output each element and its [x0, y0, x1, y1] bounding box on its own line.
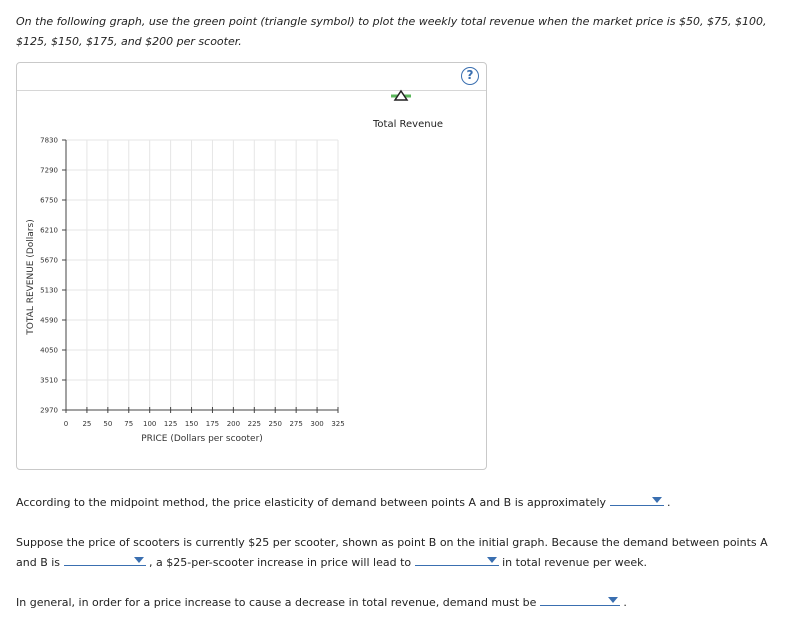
x-tick-label: 325 [331, 420, 345, 428]
y-tick-label: 7830 [40, 136, 58, 145]
y-axis-label: TOTAL REVENUE (Dollars) [26, 219, 36, 335]
chevron-down-icon [608, 597, 618, 603]
revenue-change-dropdown[interactable] [415, 553, 499, 566]
y-tick-label: 5130 [40, 286, 58, 295]
x-tick-label: 225 [247, 420, 261, 428]
y-tick-label: 7290 [40, 166, 58, 175]
x-tick-label: 250 [268, 420, 282, 428]
x-tick-label: 150 [184, 420, 199, 428]
green-triangle-icon[interactable] [390, 89, 412, 103]
x-axis-label: PRICE (Dollars per scooter) [141, 434, 263, 444]
legend-label: Total Revenue [373, 119, 444, 130]
elasticity-dropdown[interactable] [610, 493, 664, 506]
x-tick-label: 125 [163, 420, 178, 428]
question-2 [16, 533, 786, 573]
x-tick-label: 275 [289, 420, 303, 428]
question-2-middle: , a $25-per-scooter increase in price will lead to [149, 556, 412, 569]
y-tick-label: 6210 [40, 226, 58, 235]
question-2-text: Suppose the price of scooters is currently $25 per scooter, shown as point B on the initial graph. Because the demand between points A and B is [16, 536, 768, 569]
x-tick-label: 100 [143, 420, 157, 428]
question-2-end: in total revenue per week. [502, 556, 647, 569]
help-icon[interactable]: ? [461, 67, 479, 85]
x-tick-label: 0 [63, 420, 69, 428]
demand-condition-dropdown[interactable] [540, 593, 620, 606]
instructions: On the following graph, use the green point (triangle symbol) to plot the weekly total revenue when the market price is $50, $75, $100, $125, $150, $175, and $200 per scooter. [16, 15, 767, 48]
question-1 [16, 493, 671, 513]
chevron-down-icon [487, 557, 497, 563]
y-tick-label: 3510 [40, 376, 58, 385]
x-tick-label: 200 [226, 420, 241, 428]
question-3 [16, 593, 627, 613]
y-tick-label: 6750 [40, 196, 58, 205]
y-tick-label: 4590 [40, 316, 58, 325]
question-3-text: In general, in order for a price increase to cause a decrease in total revenue, demand must be [16, 596, 537, 609]
x-tick-label: 75 [124, 420, 134, 428]
x-tick-label: 50 [103, 420, 113, 428]
y-tick-label: 4050 [40, 346, 58, 355]
question-1-text: According to the midpoint method, the price elasticity of demand between points A and B is approximately [16, 496, 607, 509]
y-tick-label: 5670 [40, 256, 58, 265]
x-tick-label: 300 [310, 420, 324, 428]
demand-type-dropdown[interactable] [64, 553, 146, 566]
chevron-down-icon [134, 557, 144, 563]
question-3-end: . [623, 596, 627, 609]
x-tick-label: 175 [205, 420, 220, 428]
chevron-down-icon [652, 497, 662, 503]
y-tick-label: 2970 [40, 406, 58, 415]
question-1-end: . [667, 496, 671, 509]
x-tick-label: 25 [82, 420, 92, 428]
